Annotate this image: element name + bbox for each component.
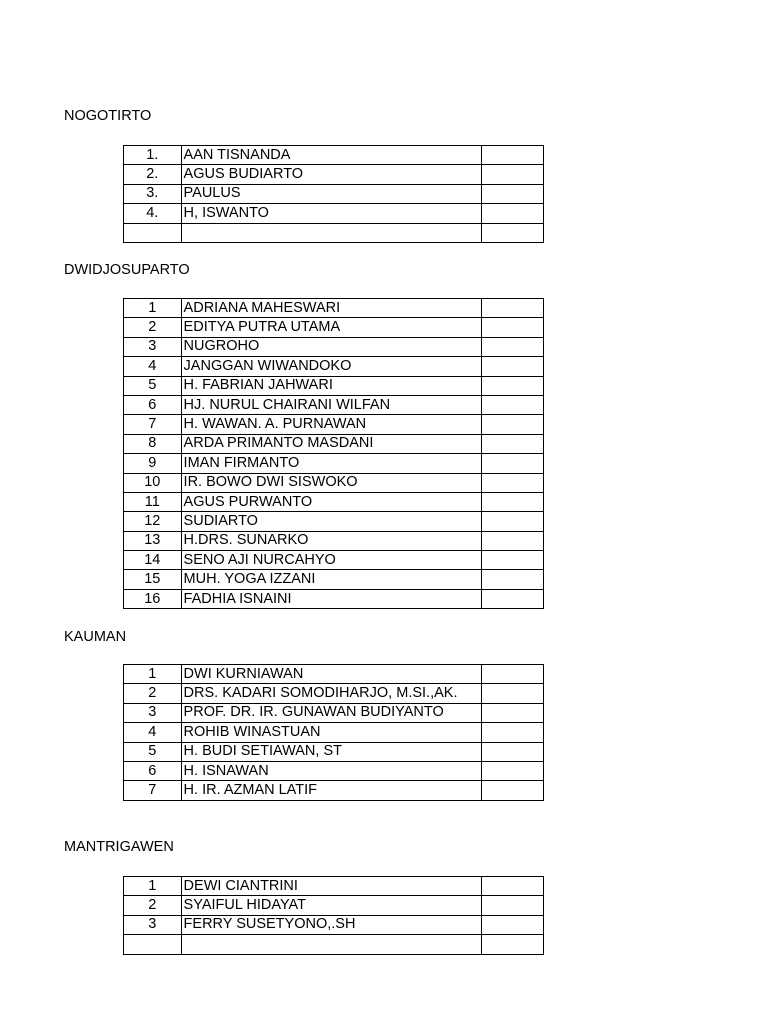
- row-number: 10: [124, 473, 182, 492]
- blank-cell: [482, 146, 544, 165]
- table-row: [124, 723, 544, 742]
- table-row: [124, 318, 544, 337]
- table-row: [124, 165, 544, 184]
- row-number: 7: [124, 781, 182, 800]
- row-number: [124, 223, 182, 242]
- row-number: 2: [124, 318, 182, 337]
- blank-cell: [482, 742, 544, 761]
- blank-cell: [482, 877, 544, 896]
- roster-table: [123, 876, 544, 955]
- blank-cell: [482, 684, 544, 703]
- row-number: 1: [124, 299, 182, 318]
- blank-cell: [482, 570, 544, 589]
- blank-cell: [482, 935, 544, 954]
- table-row: [124, 454, 544, 473]
- row-number: 1.: [124, 146, 182, 165]
- blank-cell: [482, 665, 544, 684]
- member-name: NUGROHO: [181, 337, 482, 356]
- row-number: 2.: [124, 165, 182, 184]
- roster-table: [123, 298, 544, 609]
- blank-cell: [482, 395, 544, 414]
- member-name: H, ISWANTO: [181, 204, 482, 223]
- row-number: 15: [124, 570, 182, 589]
- row-number: 6: [124, 761, 182, 780]
- table-row: [124, 299, 544, 318]
- row-number: 7: [124, 415, 182, 434]
- row-number: 14: [124, 551, 182, 570]
- blank-cell: [482, 781, 544, 800]
- table-row: [124, 473, 544, 492]
- blank-cell: [482, 357, 544, 376]
- member-name: IR. BOWO DWI SISWOKO: [181, 473, 482, 492]
- blank-cell: [482, 204, 544, 223]
- member-name: H. WAWAN. A. PURNAWAN: [181, 415, 482, 434]
- row-number: 8: [124, 434, 182, 453]
- member-name: DRS. KADARI SOMODIHARJO, M.SI.,AK.: [181, 684, 482, 703]
- member-name: IMAN FIRMANTO: [181, 454, 482, 473]
- table-row: [124, 589, 544, 608]
- row-number: 5: [124, 376, 182, 395]
- member-name: [181, 935, 482, 954]
- row-number: 5: [124, 742, 182, 761]
- table-row: [124, 742, 544, 761]
- row-number: 11: [124, 492, 182, 511]
- table-row: [124, 896, 544, 915]
- member-name: ADRIANA MAHESWARI: [181, 299, 482, 318]
- row-number: 1: [124, 665, 182, 684]
- member-name: H. FABRIAN JAHWARI: [181, 376, 482, 395]
- section-title: KAUMAN: [64, 629, 127, 645]
- blank-cell: [482, 589, 544, 608]
- table-row: [124, 204, 544, 223]
- table-row: [124, 223, 544, 242]
- blank-cell: [482, 415, 544, 434]
- table-row: [124, 684, 544, 703]
- row-number: 2: [124, 684, 182, 703]
- row-number: 16: [124, 589, 182, 608]
- blank-cell: [482, 223, 544, 242]
- member-name: DWI KURNIAWAN: [181, 665, 482, 684]
- table-row: [124, 531, 544, 550]
- row-number: 3: [124, 703, 182, 722]
- row-number: 4: [124, 723, 182, 742]
- member-name: FADHIA ISNAINI: [181, 589, 482, 608]
- member-name: PAULUS: [181, 184, 482, 203]
- row-number: 3: [124, 915, 182, 934]
- section-title: NOGOTIRTO: [64, 108, 152, 124]
- member-name: SENO AJI NURCAHYO: [181, 551, 482, 570]
- blank-cell: [482, 723, 544, 742]
- row-number: 1: [124, 877, 182, 896]
- member-name: SUDIARTO: [181, 512, 482, 531]
- blank-cell: [482, 896, 544, 915]
- roster-table: [123, 664, 544, 801]
- row-number: [124, 935, 182, 954]
- table-row: [124, 915, 544, 934]
- member-name: FERRY SUSETYONO,.SH: [181, 915, 482, 934]
- member-name: JANGGAN WIWANDOKO: [181, 357, 482, 376]
- member-name: EDITYA PUTRA UTAMA: [181, 318, 482, 337]
- member-name: [181, 223, 482, 242]
- row-number: 3: [124, 337, 182, 356]
- table-row: [124, 935, 544, 954]
- member-name: DEWI CIANTRINI: [181, 877, 482, 896]
- table-row: [124, 415, 544, 434]
- row-number: 2: [124, 896, 182, 915]
- section-title: DWIDJOSUPARTO: [64, 262, 190, 278]
- blank-cell: [482, 299, 544, 318]
- blank-cell: [482, 703, 544, 722]
- table-row: [124, 337, 544, 356]
- table-row: [124, 877, 544, 896]
- table-row: [124, 357, 544, 376]
- member-name: H. BUDI SETIAWAN, ST: [181, 742, 482, 761]
- table-row: [124, 184, 544, 203]
- blank-cell: [482, 165, 544, 184]
- blank-cell: [482, 551, 544, 570]
- blank-cell: [482, 454, 544, 473]
- member-name: H. IR. AZMAN LATIF: [181, 781, 482, 800]
- blank-cell: [482, 492, 544, 511]
- blank-cell: [482, 512, 544, 531]
- roster-table: [123, 145, 544, 243]
- blank-cell: [482, 337, 544, 356]
- table-row: [124, 395, 544, 414]
- table-row: [124, 551, 544, 570]
- section-title: MANTRIGAWEN: [64, 839, 174, 855]
- row-number: 9: [124, 454, 182, 473]
- member-name: ROHIB WINASTUAN: [181, 723, 482, 742]
- row-number: 13: [124, 531, 182, 550]
- table-row: [124, 703, 544, 722]
- member-name: MUH. YOGA IZZANI: [181, 570, 482, 589]
- blank-cell: [482, 531, 544, 550]
- table-row: [124, 761, 544, 780]
- row-number: 6: [124, 395, 182, 414]
- blank-cell: [482, 376, 544, 395]
- blank-cell: [482, 915, 544, 934]
- blank-cell: [482, 761, 544, 780]
- member-name: AAN TISNANDA: [181, 146, 482, 165]
- blank-cell: [482, 473, 544, 492]
- row-number: 4.: [124, 204, 182, 223]
- table-row: [124, 492, 544, 511]
- member-name: H.DRS. SUNARKO: [181, 531, 482, 550]
- row-number: 12: [124, 512, 182, 531]
- member-name: SYAIFUL HIDAYAT: [181, 896, 482, 915]
- member-name: H. ISNAWAN: [181, 761, 482, 780]
- member-name: HJ. NURUL CHAIRANI WILFAN: [181, 395, 482, 414]
- row-number: 3.: [124, 184, 182, 203]
- table-row: [124, 570, 544, 589]
- table-row: [124, 512, 544, 531]
- member-name: PROF. DR. IR. GUNAWAN BUDIYANTO: [181, 703, 482, 722]
- table-row: [124, 434, 544, 453]
- table-row: [124, 665, 544, 684]
- table-row: [124, 376, 544, 395]
- table-row: [124, 146, 544, 165]
- blank-cell: [482, 318, 544, 337]
- member-name: AGUS BUDIARTO: [181, 165, 482, 184]
- member-name: AGUS PURWANTO: [181, 492, 482, 511]
- blank-cell: [482, 184, 544, 203]
- member-name: ARDA PRIMANTO MASDANI: [181, 434, 482, 453]
- blank-cell: [482, 434, 544, 453]
- row-number: 4: [124, 357, 182, 376]
- table-row: [124, 781, 544, 800]
